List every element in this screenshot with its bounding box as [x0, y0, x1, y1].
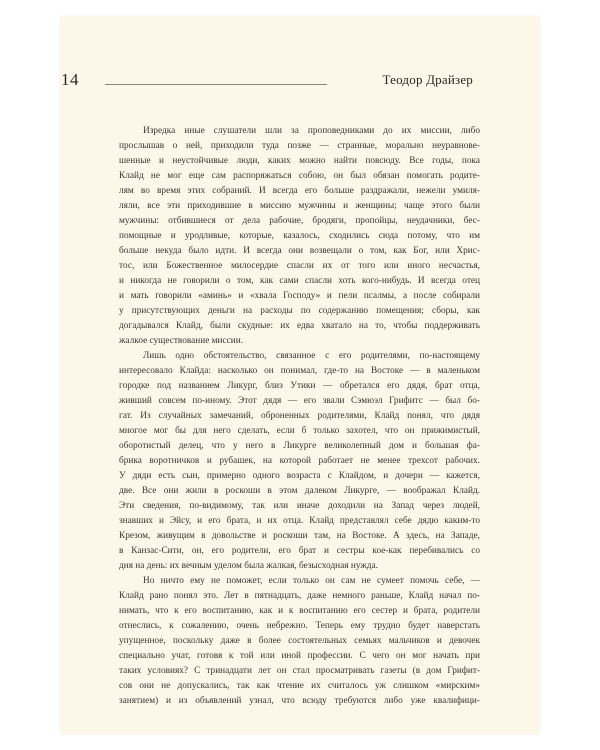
text-line: живший совсем по-иному. Этот дядя — его звали Сэмюэл Грифитс — был бо- — [119, 396, 480, 406]
text-line: гат. Из случайных замечаний, оброненных родителями, Клайд понял, что дядя — [119, 411, 480, 421]
text-line: две. Все они жили в роскоши в этом далеком Ликурге, — воображал Клайд. — [119, 486, 480, 496]
paragraph-1 — [119, 124, 480, 349]
text-line: сов они не допускались, так как чтение их считалось уж слишком «мирским» — [119, 681, 480, 691]
text-line: ляли, все эти приходившие в миссию мужчины и женщины; чаще этого были — [119, 201, 480, 211]
text-line: больше некуда было идти. И всегда они возвещали о том, как Бог, или Хрис- — [119, 246, 480, 256]
running-head-author: Теодор Драйзер — [382, 72, 473, 87]
text-line: Изредка иные слушатели шли за проповедниками до их миссии, либо — [143, 126, 480, 136]
text-line: жалкое существование миссии. — [119, 336, 244, 346]
text-line: и мать говорили «аминь» и «хвала Господу» и пели псалмы, а после собирали — [119, 291, 480, 301]
text-line: и никогда не говорили о том, как сами спасли хоть кого-нибудь. И всегда отец — [119, 276, 480, 286]
text-line: тос, или Божественное милосердие спасли их от того или иного несчастья, — [119, 261, 480, 271]
text-line: знавших и Эйсу, и его брата, и их отца. Клайд представлял себе дядю каким-то — [119, 516, 480, 526]
header-rule — [105, 84, 327, 85]
text-line: Эти сведения, по-видимому, так или иначе доходили на Запад через людей, — [119, 501, 480, 511]
text-line: в Канзас-Сити, он, его родители, его брат и сестры кое-как перебивались со — [119, 546, 480, 556]
text-line: мужчины: отбившиеся от дела рабочие, бродяги, пропойцы, неудачники, бес- — [119, 216, 480, 226]
body-text — [119, 124, 480, 709]
text-line: специально учат, готовя к той или иной профессии. С чего он мог начать при — [119, 651, 480, 661]
text-line: догадывался Клайд, были скудные: их едва хватало на то, чтобы поддерживать — [119, 321, 480, 331]
text-line: брика воротничков и рубашек, на которой работает не менее трехсот рабочих. — [119, 456, 480, 466]
text-line: занятием) и из объявлений узнал, что всюду требуются либо уже квалифици- — [119, 696, 480, 706]
text-line: городке под названием Ликург, близ Утики — обретался его дядя, брат отца, — [119, 381, 480, 391]
text-line: Лишь одно обстоятельство, связанное с его родителями, по-настоящему — [143, 351, 480, 361]
text-line: оборотистый делец, что у него в Ликурге великолепный дом и большая фа- — [119, 441, 480, 451]
text-line: интересовало Клайда: насколько он понимал, где-то на Востоке — в маленьком — [119, 366, 480, 376]
text-line: Но ничто ему не поможет, если только он сам не сумеет помочь себе, — — [143, 576, 480, 586]
text-line: У дяди есть сын, примерно одного возраста с Клайдом, и дочери — кажется, — [119, 471, 480, 481]
paragraph-3 — [119, 574, 480, 709]
text-line: нимать, что к его воспитанию, как и к воспитанию его сестер и брата, родители — [119, 606, 480, 616]
text-line: Клайд не мог еще сам распоряжаться собою, он был обязан помогать родите- — [119, 171, 480, 181]
text-line: лям во время этих собраний. И всегда его больше раздражали, нежели умиля- — [119, 186, 480, 196]
text-line: отнеслись, к сожалению, очень небрежно. Теперь ему трудно будет наверстать — [119, 621, 480, 631]
text-line: дня на день: их вечным уделом была жалкая, безысходная нужда. — [119, 561, 378, 571]
text-line: у присутствующих деньги на расходы по содержанию помещения; сборы, как — [119, 306, 480, 316]
text-line: помощные и уродливые, которые, казалось, сходились сюда потому, что им — [119, 231, 480, 241]
text-line: таких условиях? С тринадцати лет он стал просматривать газеты (в дом Грифит- — [119, 666, 480, 676]
paragraph-2 — [119, 349, 480, 574]
page-number: 14 — [61, 70, 79, 89]
text-line: прослышав о ней, приходили туда позже — странные, морально неуравнове- — [119, 141, 480, 151]
text-line: Клайд рано понял это. Лет в пятнадцать, даже немного раньше, Клайд начал по- — [119, 591, 480, 601]
text-line: Крезом, живущим в довольстве и роскоши там, на Востоке. А здесь, на Западе, — [119, 531, 480, 541]
page-header — [61, 70, 473, 94]
text-line: многое мог бы для него сделать, если б только захотел, что он прижимистый, — [119, 426, 480, 436]
text-line: упущенное, поскольку даже в более состоятельных семьях мальчиков и девочек — [119, 636, 480, 646]
text-line: шенные и неустойчивые люди, каких можно найти повсюду. Все годы, пока — [119, 156, 480, 166]
